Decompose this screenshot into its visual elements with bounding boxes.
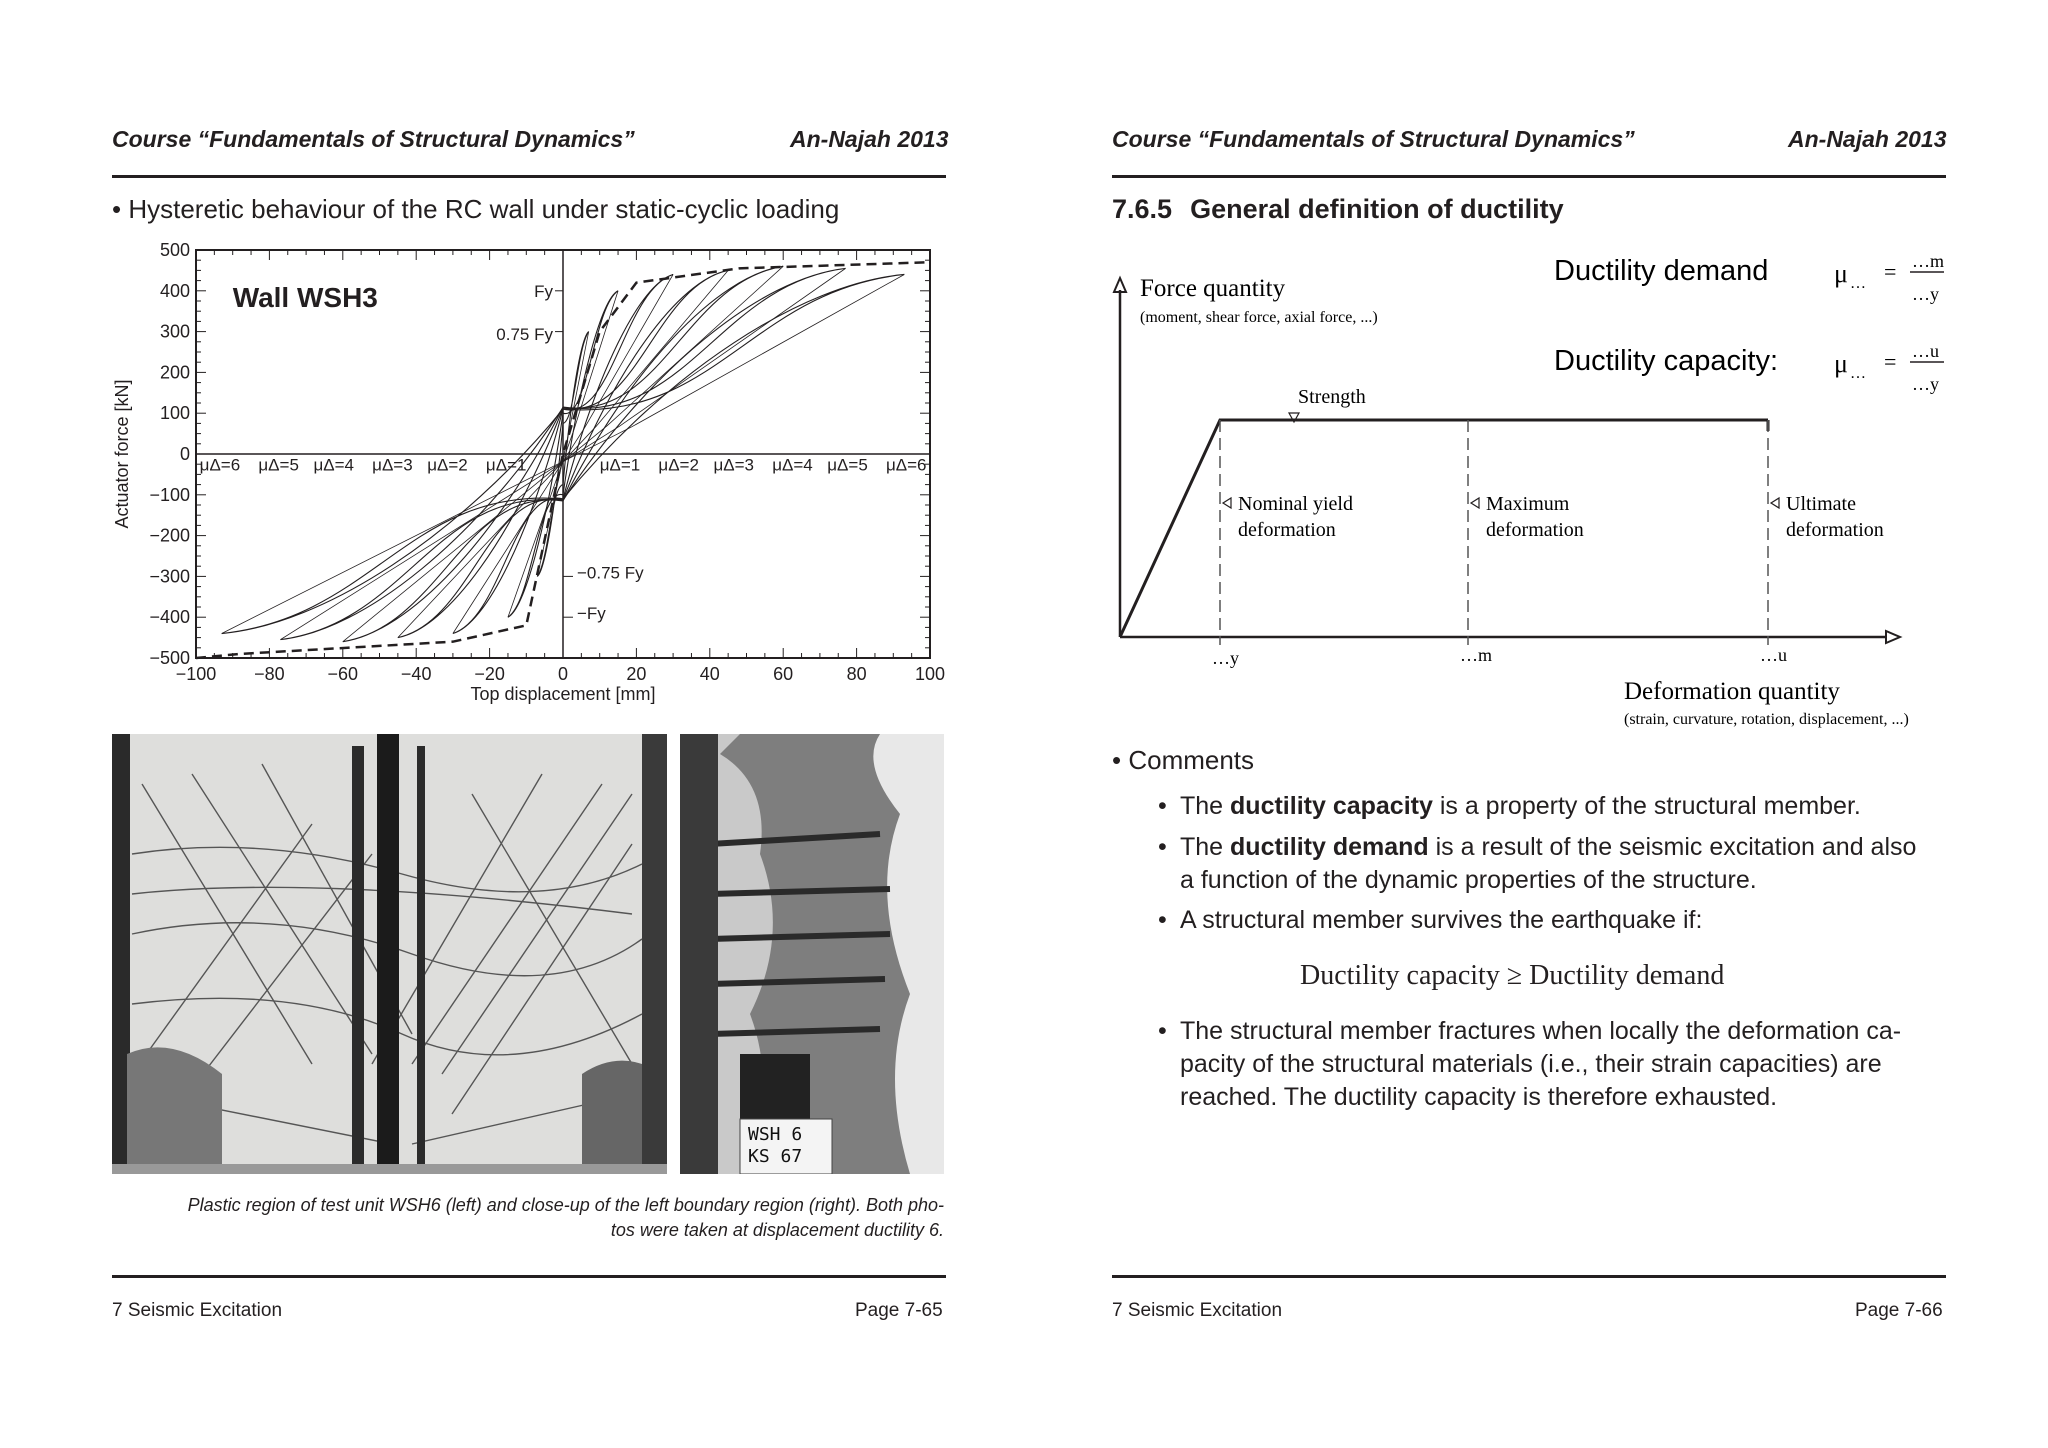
- comment-1-bold: ductility capacity: [1230, 792, 1433, 820]
- tick-yield: …y: [1212, 648, 1239, 668]
- tick-maximum: …m: [1460, 645, 1493, 665]
- comment-4-dot: •: [1158, 1017, 1167, 1045]
- comment-2-bold: ductility demand: [1230, 833, 1429, 861]
- x-tick-label: −20: [474, 664, 505, 684]
- left-footer-page: Page 7-65: [855, 1300, 943, 1321]
- maximum-label-line1: Maximum: [1486, 493, 1570, 515]
- photo-label-line1: WSH 6: [748, 1124, 803, 1145]
- capacity-mu-sub: …: [1850, 365, 1866, 382]
- ductility-diagram: [1100, 240, 1980, 735]
- y-tick-label: 0: [179, 444, 190, 464]
- deformation-quantity-label: Deformation quantity: [1624, 678, 1840, 705]
- ductility-label-positive: μΔ=3: [713, 455, 755, 475]
- tick-ultimate: …u: [1760, 645, 1787, 665]
- ductility-label-negative: μΔ=6: [199, 455, 241, 475]
- force-deformation-curve: [1120, 420, 1768, 637]
- capacity-numerator: …u: [1912, 341, 1939, 361]
- ductility-label-positive: μΔ=4: [772, 455, 813, 475]
- ductility-label-positive: μΔ=6: [885, 455, 927, 475]
- comment-1-dot: •: [1158, 792, 1167, 820]
- comment-2: [1158, 831, 1948, 897]
- ductility-label-negative: μΔ=5: [258, 455, 299, 475]
- y-tick-label: −200: [149, 525, 190, 546]
- force-axis-arrow-icon: [1114, 278, 1126, 292]
- inequality: Ductility capacity ≥ Ductility demand: [1300, 960, 1725, 991]
- wall-photo-left: [112, 734, 667, 1174]
- deformation-axis-arrow-icon: [1886, 631, 1900, 643]
- y-tick-label: 100: [159, 403, 190, 424]
- comment-2-line2: a function of the dynamic properties of the structure.: [1180, 866, 1757, 894]
- ductility-label-negative: μΔ=1: [485, 455, 527, 475]
- left-footer-chapter: 7 Seismic Excitation: [112, 1300, 283, 1321]
- comments-bullet-dot: •: [1112, 745, 1129, 775]
- demand-mu-sub: …: [1850, 275, 1866, 292]
- right-footer-page: Page 7-66: [1855, 1300, 1943, 1321]
- x-tick-label: −100: [175, 664, 217, 684]
- fy-label: Fy: [534, 281, 553, 301]
- right-header-course: Course “Fundamentals of Structural Dynamics”: [1112, 126, 1635, 152]
- x-tick-label: 80: [846, 664, 867, 684]
- caption-line2: tos were taken at displacement ductility 6.: [610, 1220, 944, 1240]
- photo-label-line2: KS 67: [748, 1146, 803, 1167]
- ultimate-label-line1: Ultimate: [1786, 493, 1856, 515]
- x-tick-label: −40: [400, 664, 432, 684]
- bullet-dot: •: [112, 194, 129, 224]
- x-axis-label: Top displacement [mm]: [470, 684, 656, 704]
- ductility-capacity-label: Ductility capacity:: [1554, 345, 1779, 377]
- force-quantity-label: Force quantity: [1140, 275, 1286, 302]
- left-header-course: Course “Fundamentals of Structural Dynamics”: [112, 126, 635, 152]
- x-tick-label: 20: [626, 664, 647, 684]
- x-tick-label: −80: [254, 664, 285, 684]
- demand-numerator: …m: [1912, 251, 1945, 271]
- ductility-label-positive: μΔ=5: [827, 455, 868, 475]
- y-tick-label: −500: [149, 648, 190, 668]
- chart-labels-group: [112, 240, 945, 704]
- x-tick-label: 40: [699, 664, 720, 684]
- left-header-institution: An-Najah 2013: [790, 126, 949, 152]
- comment-1-pre: The: [1180, 792, 1231, 820]
- x-tick-label: −60: [327, 664, 359, 684]
- right-footer-chapter: 7 Seismic Excitation: [1112, 1300, 1283, 1321]
- section-title: General definition of ductility: [1190, 194, 1564, 224]
- fy-neg-label: −Fy: [577, 604, 606, 624]
- left-bullet-text: Hysteretic behaviour of the RC wall under static-cyclic loading: [128, 194, 840, 224]
- yield-label-line1: Nominal yield: [1238, 493, 1353, 515]
- comment-1-post: is a property of the structural member.: [1432, 792, 1861, 820]
- capacity-denominator: …y: [1912, 374, 1939, 394]
- demand-denominator: …y: [1912, 284, 1939, 304]
- photo-label: [748, 1124, 802, 1168]
- demand-equals: =: [1884, 259, 1897, 284]
- ductility-label-negative: μΔ=2: [427, 455, 468, 475]
- comment-1: [1158, 790, 1948, 823]
- right-footer-rule: [1112, 1275, 1946, 1278]
- ductility-label-positive: μΔ=1: [599, 455, 641, 475]
- deformation-quantity-sub: (strain, curvature, rotation, displacement, ...): [1624, 711, 1909, 728]
- comment-4: [1158, 1015, 1948, 1114]
- maximum-marker-icon: [1471, 498, 1479, 508]
- ductility-label-negative: μΔ=4: [313, 455, 354, 475]
- right-header-rule: [1112, 175, 1946, 178]
- demand-mu: μ: [1834, 259, 1848, 288]
- ductility-demand-label: Ductility demand: [1554, 255, 1769, 287]
- strength-label: Strength: [1298, 386, 1366, 408]
- y-tick-label: −300: [149, 566, 190, 587]
- left-header-rule: [112, 175, 946, 178]
- comment-2-post: is a result of the seismic excitation and also: [1428, 833, 1917, 861]
- y-tick-label: 300: [159, 321, 190, 342]
- capacity-mu: μ: [1834, 349, 1848, 378]
- chart-title: Wall WSH3: [232, 282, 378, 314]
- x-tick-label: 100: [914, 664, 946, 684]
- comment-3: [1158, 904, 1948, 937]
- comments-title: Comments: [1128, 745, 1255, 775]
- fy075-neg-label: −0.75 Fy: [577, 563, 644, 583]
- yield-marker-icon: [1223, 498, 1231, 508]
- section-heading: [1112, 194, 1564, 225]
- comment-3-dot: •: [1158, 906, 1167, 934]
- section-number: 7.6.5: [1112, 194, 1173, 224]
- y-tick-label: 200: [159, 362, 190, 383]
- ultimate-marker-icon: [1771, 498, 1779, 508]
- left-footer-rule: [112, 1275, 946, 1278]
- ductility-label-positive: μΔ=2: [658, 455, 699, 475]
- left-bullet: [112, 194, 839, 225]
- ductility-label-negative: μΔ=3: [372, 455, 413, 475]
- x-tick-label: 0: [557, 664, 569, 684]
- y-tick-label: −100: [149, 484, 190, 505]
- comment-2-dot: •: [1158, 833, 1167, 861]
- photo-caption: [112, 1193, 944, 1243]
- y-tick-label: −400: [149, 607, 190, 628]
- y-axis-label: Actuator force [kN]: [112, 379, 132, 529]
- maximum-label-line2: deformation: [1486, 519, 1584, 541]
- y-tick-label: 400: [159, 280, 190, 301]
- comment-3-text: A structural member survives the earthquake if:: [1180, 906, 1703, 934]
- capacity-equals: =: [1884, 349, 1897, 374]
- yield-label-line2: deformation: [1238, 519, 1336, 541]
- force-quantity-sub: (moment, shear force, axial force, ...): [1140, 309, 1378, 326]
- hysteresis-chart: [112, 240, 952, 715]
- y-tick-label: 500: [159, 240, 190, 260]
- right-header-institution: An-Najah 2013: [1788, 126, 1947, 152]
- boundary-photo-right: [680, 734, 944, 1174]
- comment-4-line1: The structural member fractures when locally the deformation ca-: [1180, 1017, 1902, 1045]
- ultimate-label-line2: deformation: [1786, 519, 1884, 541]
- comments-heading: [1112, 745, 1254, 776]
- fy075-label: 0.75 Fy: [496, 324, 553, 344]
- comment-2-pre: The: [1180, 833, 1231, 861]
- caption-line1: Plastic region of test unit WSH6 (left) and close-up of the left boundary region (right). Both pho-: [187, 1195, 944, 1215]
- comment-4-line3: reached. The ductility capacity is therefore exhausted.: [1180, 1083, 1778, 1111]
- x-tick-label: 60: [773, 664, 794, 684]
- comment-4-line2: pacity of the structural materials (i.e., their strain capacities) are: [1180, 1050, 1882, 1078]
